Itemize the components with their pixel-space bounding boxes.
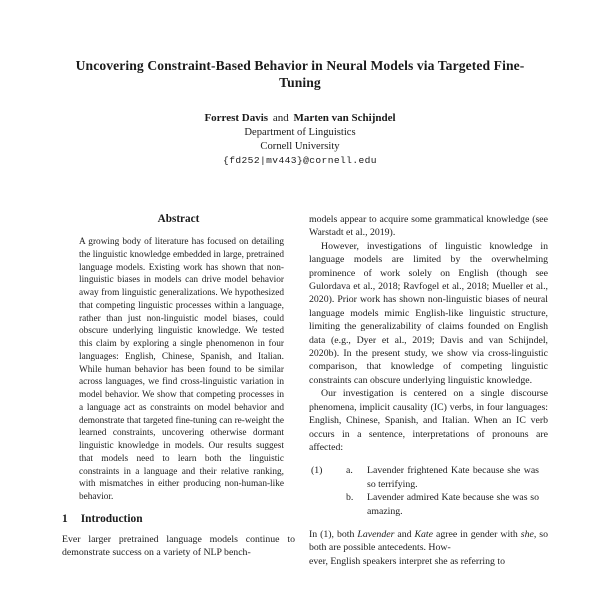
two-column-body	[62, 213, 548, 567]
example-number: (1)	[311, 465, 323, 477]
example-number-spacer	[311, 491, 346, 518]
abstract-text: A growing body of literature has focused on detailing the linguistic knowledge embedded in large, pretrained language models. Existing work has shown that non-linguistic biases in models can drive model behavior away from linguistic generalizations. We hypothesized that competing linguistic processes within a language, rather than just non-linguistic model biases, could obscure underlying linguistic knowledge. We tested this claim by exploring a single phenomenon in four languages: English, Chinese, Spanish, and Italian. While human behavior has been found to be similar across languages, we find cross-linguistic variation in model behavior. We show that competing processes in a language act as constraints on model behavior and demonstrate that targeted fine-tuning can re-weight the learned constraints, uncovering otherwise dormant linguistic knowledge in models. Our results suggest that models need to learn both the linguistic constraints in a language and their relative ranking, with mismatches in either producing non-human-like behavior.	[79, 237, 284, 502]
left-column	[62, 213, 295, 560]
english-limitation-paragraph: However, investigations of linguistic knowledge in language models are limited by the overwhelming prominence of work solely on English (though see Gulordava et al., 2018; Ravfogel et al., 2018; Mueller et al., 2020). Prior work has shown non-linguistic biases of neural language models mimic English-like linguistic structure, limiting the generalizability of claims founded on English data (e.g., Dyer et al., 2019; Davis and van Schijndel, 2020b). In the present study, we show via cross-linguistic comparison, that knowledge of competing linguistic constraints can obscure underlying linguistic knowledge.	[309, 240, 548, 386]
section-1-title: Introduction	[80, 512, 143, 525]
university-line: Cornell University	[260, 140, 340, 152]
example-label-a: a.	[346, 465, 353, 477]
example-text-b: Lavender admired Kate because she was so amazing.	[367, 492, 539, 517]
example-text-a: Lavender frightened Kate because she was so terrifying.	[367, 465, 539, 490]
department-line: Department of Linguistics	[244, 127, 356, 138]
example-item-a	[311, 464, 548, 491]
section-1-heading	[62, 513, 295, 525]
author-marten-van-schijndel: Marten van Schijndel	[293, 112, 396, 124]
right-column	[309, 213, 548, 567]
authors-and: and	[272, 112, 289, 124]
gender-agreement-paragraph: In (1), both Lavender and Kate agree in gender with she, so both are possible antecedents. How-	[309, 528, 548, 554]
author-forrest-davis: Forrest Davis	[204, 112, 269, 124]
linguistic-example-1	[311, 464, 548, 518]
paper-title: Uncovering Constraint-Based Behavior in Neural Models via Targeted Fine-Tuning	[75, 58, 525, 90]
clipped-bottom-line: ever, English speakers interpret she as referring to	[309, 555, 506, 567]
paper-header	[0, 57, 600, 166]
email-line: {fd252|mv443}@cornell.edu	[223, 155, 377, 167]
abstract-heading: Abstract	[157, 213, 200, 225]
investigation-paragraph: Our investigation is centered on a single discourse phenomena, implicit causality (IC) verbs, in four languages: English, Chinese, Spanish, and Italian. When an IC verb occurs in a sentence, interpretations of pronouns are affected:	[309, 388, 548, 453]
example-label-b: b.	[346, 492, 354, 504]
intro-paragraph: Ever larger pretrained language models continue to demonstrate success on a variety of NLP bench-	[62, 533, 295, 559]
authors-line	[0, 112, 600, 124]
carryover-paragraph: models appear to acquire some grammatical knowledge (see Warstadt et al., 2019).	[309, 214, 548, 239]
section-1-number: 1	[62, 512, 68, 525]
example-item-b	[311, 491, 548, 518]
